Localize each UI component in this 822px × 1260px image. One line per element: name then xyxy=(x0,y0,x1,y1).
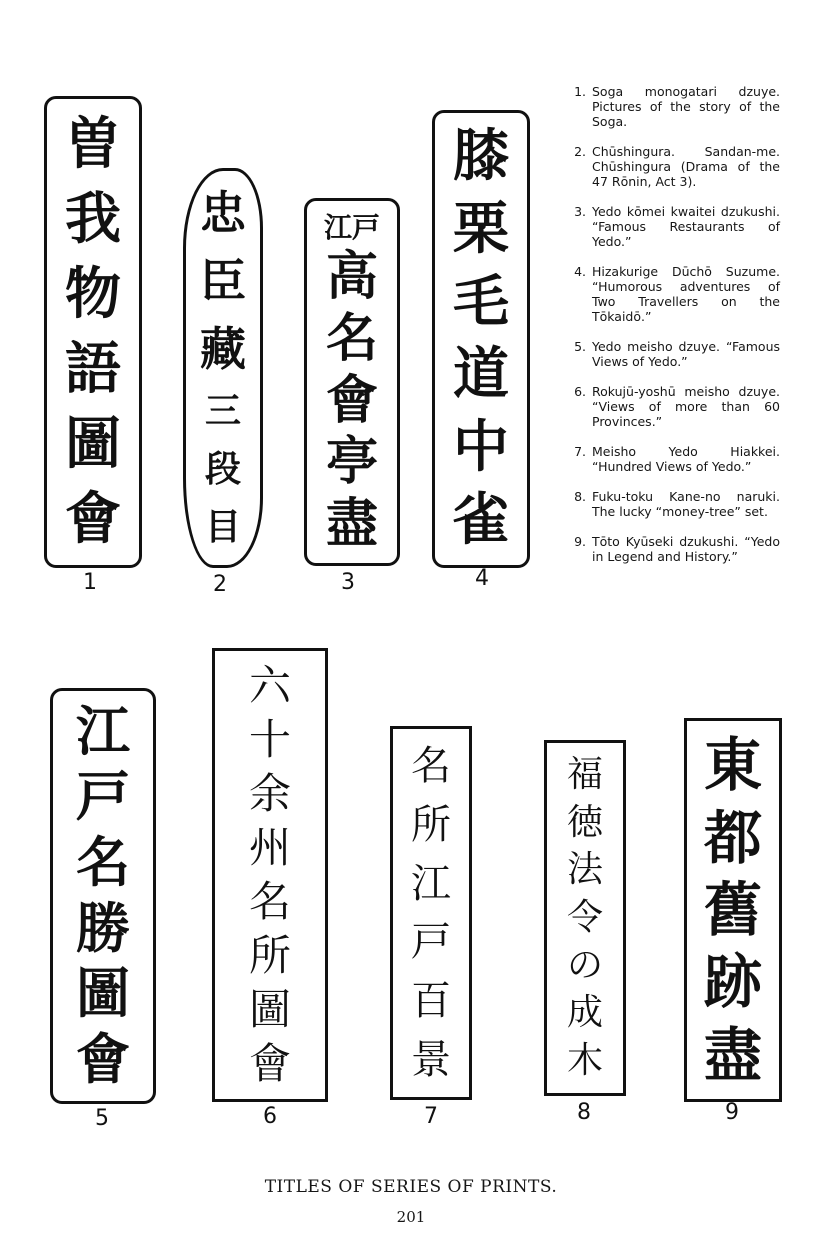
cartouche-number-5: 5 xyxy=(95,1106,109,1131)
glyph: の xyxy=(566,944,603,986)
glyph: 盡 xyxy=(703,1020,762,1089)
legend-number: 1. xyxy=(574,84,586,99)
glyph: 名 xyxy=(325,309,378,370)
glyph: 我 xyxy=(65,186,121,252)
cartouche-number-9: 9 xyxy=(725,1100,739,1125)
legend-number: 2. xyxy=(574,144,586,159)
cartouche-2 xyxy=(183,168,263,568)
glyph: 段 xyxy=(204,449,241,490)
legend-number: 8. xyxy=(574,489,586,504)
glyph: 所 xyxy=(248,931,291,980)
glyph: 盡 xyxy=(325,494,378,555)
glyph: 語 xyxy=(65,336,121,402)
glyph: 勝 xyxy=(76,896,130,960)
glyph: 都 xyxy=(703,803,762,872)
glyph: 江 xyxy=(76,699,130,763)
legend-item xyxy=(566,204,780,249)
legend-number: 4. xyxy=(574,264,586,279)
glyph: 百 xyxy=(411,977,451,1024)
legend-item xyxy=(566,144,780,189)
glyph: 名 xyxy=(411,743,451,790)
glyph: 名 xyxy=(248,877,291,926)
glyph: 東 xyxy=(703,731,762,800)
glyph: 福 xyxy=(566,753,603,795)
cartouche-number-3: 3 xyxy=(341,570,355,595)
glyph: 徳 xyxy=(566,801,603,843)
glyph: 江 xyxy=(411,860,451,907)
cartouche-8 xyxy=(544,740,626,1096)
glyph: 成 xyxy=(566,992,603,1034)
cartouche-4 xyxy=(432,110,530,568)
page-number: 201 xyxy=(396,1208,426,1226)
glyph: 六 xyxy=(248,661,291,710)
glyph: 舊 xyxy=(703,875,762,944)
cartouche-5 xyxy=(50,688,156,1104)
glyph: 景 xyxy=(411,1036,451,1083)
legend-item xyxy=(566,339,780,369)
legend-list xyxy=(566,84,780,579)
glyph: 臣 xyxy=(200,254,246,308)
cartouche-6 xyxy=(212,648,328,1102)
legend-text: Yedo meisho dzuye. “Famous Views of Yedo.” xyxy=(592,339,780,369)
glyph: 圖 xyxy=(76,962,130,1026)
cartouche-number-4: 4 xyxy=(475,566,489,591)
glyph: 會 xyxy=(248,1039,291,1088)
glyph: 會 xyxy=(65,486,121,552)
glyph: 法 xyxy=(566,849,603,891)
cartouche-number-2: 2 xyxy=(213,572,227,597)
cartouche-3 xyxy=(304,198,400,566)
glyph: 物 xyxy=(65,261,121,327)
glyph: 江戸 xyxy=(323,210,380,244)
glyph: 余 xyxy=(248,769,291,818)
legend-text: Soga monogatari dzuye. Pictures of the story of the Soga. xyxy=(592,84,780,129)
legend-text: Tōto Kyūseki dzukushi. “Yedo in Legend and History.” xyxy=(592,534,780,564)
glyph: 栗 xyxy=(453,196,509,262)
glyph: 忠 xyxy=(200,186,246,240)
glyph: 所 xyxy=(411,801,451,848)
glyph: 跡 xyxy=(703,948,762,1017)
glyph: 圖 xyxy=(248,985,291,1034)
legend-text: Fuku-toku Kane-no naruki. The lucky “money-tree” set. xyxy=(592,489,780,519)
legend-number: 6. xyxy=(574,384,586,399)
glyph: 曽 xyxy=(65,111,121,177)
legend-text: Yedo kōmei kwaitei dzukushi. “Famous Restaurants of Yedo.” xyxy=(592,204,780,249)
glyph: 圖 xyxy=(65,411,121,477)
legend-item xyxy=(566,534,780,564)
glyph: 十 xyxy=(248,715,291,764)
glyph: 三 xyxy=(204,391,241,432)
legend-number: 5. xyxy=(574,339,586,354)
legend-item xyxy=(566,384,780,429)
glyph: 藏 xyxy=(200,322,246,376)
glyph: 戸 xyxy=(76,765,130,829)
cartouche-9 xyxy=(684,718,782,1102)
legend-number: 9. xyxy=(574,534,586,549)
glyph: 戸 xyxy=(411,919,451,966)
cartouche-number-7: 7 xyxy=(424,1104,438,1129)
glyph: 令 xyxy=(566,896,603,938)
legend-text: Hizakurige Dūchō Suzume. “Humorous adventures of Two Travellers on the Tōkaidō.” xyxy=(592,264,780,324)
glyph: 膝 xyxy=(453,124,509,190)
glyph: 亭 xyxy=(325,432,378,493)
legend-item xyxy=(566,444,780,474)
cartouche-number-1: 1 xyxy=(83,570,97,595)
legend-item xyxy=(566,264,780,324)
legend-item xyxy=(566,489,780,519)
legend-number: 7. xyxy=(574,444,586,459)
cartouche-number-8: 8 xyxy=(577,1100,591,1125)
glyph: 會 xyxy=(76,1028,130,1092)
glyph: 名 xyxy=(76,831,130,895)
legend-text: Meisho Yedo Hiakkei. “Hundred Views of Yedo.” xyxy=(592,444,780,474)
legend-text: Rokujū-yoshū meisho dzuye. “Views of more than 60 Provinces.” xyxy=(592,384,780,429)
glyph: 高 xyxy=(325,247,378,308)
glyph: 目 xyxy=(204,507,241,548)
glyph: 州 xyxy=(248,823,291,872)
cartouche-7 xyxy=(390,726,472,1100)
legend-text: Chūshingura. Sandan-me. Chūshingura (Drama of the 47 Rōnin, Act 3). xyxy=(592,144,780,189)
glyph: 雀 xyxy=(453,487,509,553)
glyph: 會 xyxy=(325,370,378,431)
glyph: 道 xyxy=(453,342,509,408)
figure-caption: TITLES OF SERIES OF PRINTS. xyxy=(264,1177,558,1197)
cartouche-number-6: 6 xyxy=(263,1104,277,1129)
glyph: 毛 xyxy=(453,269,509,335)
cartouche-1 xyxy=(44,96,142,568)
legend-number: 3. xyxy=(574,204,586,219)
glyph: 中 xyxy=(453,414,509,480)
legend-item xyxy=(566,84,780,129)
glyph: 木 xyxy=(566,1040,603,1082)
